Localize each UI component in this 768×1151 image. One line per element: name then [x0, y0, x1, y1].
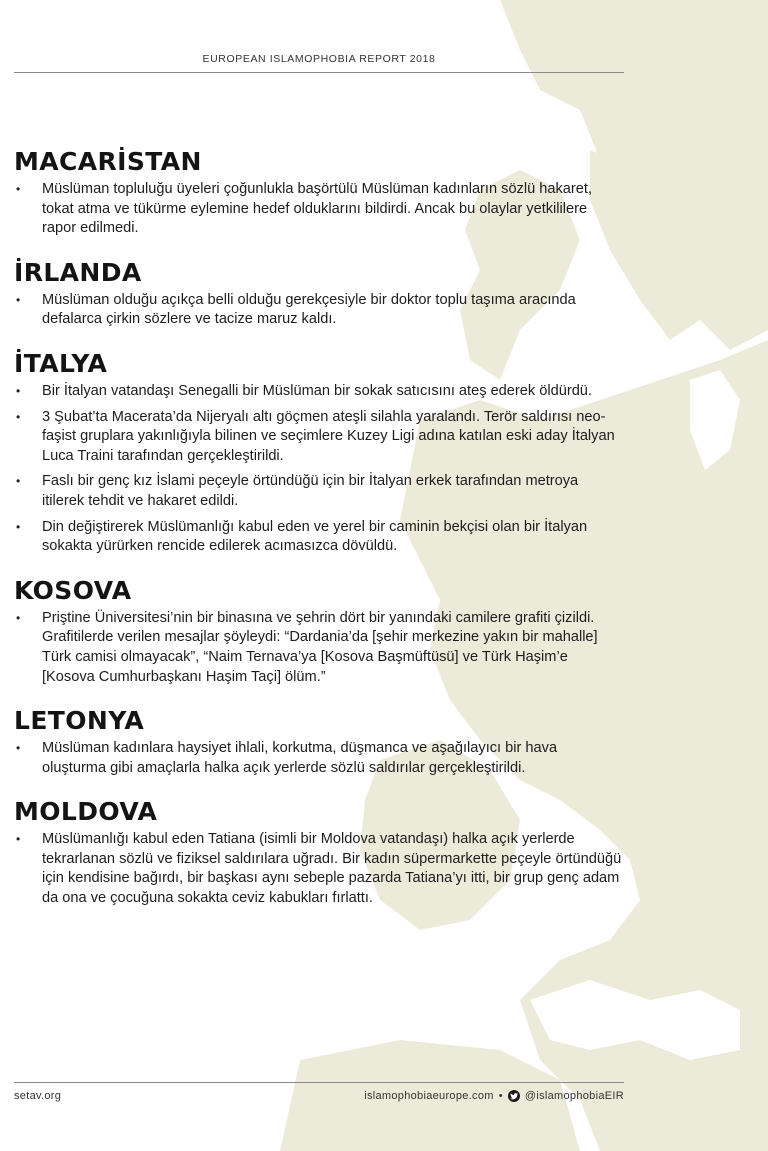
list-item — [14, 180, 624, 239]
list-item — [14, 472, 624, 511]
bullet-list — [14, 609, 624, 687]
section-title: MOLDOVA — [14, 797, 158, 827]
footer-site-link-islamophobiaeurope[interactable]: islamophobiaeurope.com — [364, 1090, 494, 1102]
bullet-icon: • — [16, 610, 21, 625]
section-letonya — [14, 705, 624, 778]
bullet-icon: • — [16, 474, 21, 489]
list-item-text: Müslüman olduğu açıkça belli olduğu gerekçesiyle bir doktor toplu taşıma aracında defalarca çirkin sözlere ve tacize maruz kaldı. — [42, 291, 576, 328]
list-item-text: Din değiştirerek Müslümanlığı kabul eden ve yerel bir caminin bekçisi olan bir İtalyan sokakta yürürken rencide edilerek acımasızca dövüldü. — [42, 518, 588, 555]
list-item-text: 3 Şubat’ta Macerata’da Nijeryalı altı göçmen ateşli silahla yaralandı. Terör saldırısı neo-faşist gruplara yakınlığıyla bilinen ve seçimlere Kuzey Ligi adına katılan eski aday İtalyan Luca Traini tarafından gerçekleştirildi. — [42, 408, 615, 464]
bullet-list — [14, 739, 624, 778]
content-body — [14, 146, 624, 927]
report-header-title: EUROPEAN ISLAMOPHOBIA REPORT 2018 — [202, 53, 436, 65]
list-item — [14, 830, 624, 908]
bullet-icon: • — [16, 182, 21, 196]
list-item — [14, 291, 624, 330]
footer-separator: • — [498, 1090, 503, 1102]
list-item-text: Müslüman topluluğu üyeleri çoğunlukla başörtülü Müslüman kadınların sözlü hakaret, tokat atma ve tükürme eylemine hedef olduklarını bildirdi. Ancak bu olaylar yetkililere rapor edilmedi. — [42, 181, 593, 237]
list-item — [14, 609, 624, 687]
list-item-text: Faslı bir genç kız İslami peçeyle örtündüğü için bir İtalyan erkek tarafından metroya itilerek tehdit ve hakaret edildi. — [42, 473, 579, 509]
section-moldova — [14, 796, 624, 908]
section-title: MACARİSTAN — [14, 147, 202, 176]
section-title: İTALYA — [14, 348, 108, 378]
bullet-icon: • — [16, 383, 21, 398]
section-title: LETONYA — [14, 706, 145, 736]
bullet-icon: • — [16, 741, 21, 756]
list-item — [14, 408, 624, 467]
list-item — [14, 518, 624, 557]
section-kosova — [14, 575, 624, 687]
footer-site-link-setav[interactable]: setav.org — [14, 1090, 62, 1102]
bullet-list — [14, 291, 624, 330]
footer-twitter-handle[interactable]: @islamophobiaEIR — [524, 1090, 624, 1102]
section-macaristan — [14, 146, 624, 239]
list-item-text: Müslüman kadınlara haysiyet ihlali, korkutma, düşmanca ve aşağılayıcı bir hava oluşturma gibi amaçlarla halka açık yerlerde sözlü saldırılar gerçekleştirildi. — [42, 740, 558, 776]
bullet-icon: • — [16, 292, 21, 307]
bullet-icon: • — [16, 409, 21, 424]
list-item-text: Priştine Üniversitesi’nin bir binasına ve şehrin dört bir yanındaki camilere grafiti çizildi. Grafitilerde verilen mesajlar şöyleydi: “Dardania’da [şehir merkezine yakın bir mahalle] Türk camisi olmayacak”, “Naim Ternava’ya [Kosova Başmüftüsü] ve Türk Haşim’e [Kosova Cumhurbaşkanı Haşim Taçi] ölüm.” — [42, 609, 598, 685]
list-item — [14, 382, 624, 402]
section-title: KOSOVA — [14, 575, 132, 605]
bullet-list — [14, 180, 624, 239]
list-item-text: Müslümanlığı kabul eden Tatiana (isimli bir Moldova vatandaşı) halka açık yerlerde tekrarlanan sözlü ve fiziksel saldırılara uğradı. Bir kadın süpermarkette peçeyle örtündüğü için kendisine bağırdı, bir başkası aynı sebeple pazarda Tatiana’yı itti, bir grup genç adam da ona ve çocuğuna sokakta ceviz kabukları fırlattı. — [42, 831, 622, 907]
list-item-text: Bir İtalyan vatandaşı Senegalli bir Müslüman bir sokak satıcısını ateş ederek öldürdü. — [42, 382, 592, 399]
footer-divider — [14, 1082, 624, 1083]
section-irlanda — [14, 257, 624, 330]
section-italya — [14, 348, 624, 557]
header-divider — [14, 72, 624, 73]
list-item — [14, 739, 624, 778]
bullet-list — [14, 830, 624, 908]
bullet-icon: • — [16, 832, 21, 847]
footer-links — [364, 1090, 624, 1102]
bullet-list — [14, 382, 624, 557]
twitter-icon[interactable] — [508, 1090, 520, 1102]
bullet-icon: • — [16, 519, 21, 534]
section-title: İRLANDA — [14, 257, 142, 287]
